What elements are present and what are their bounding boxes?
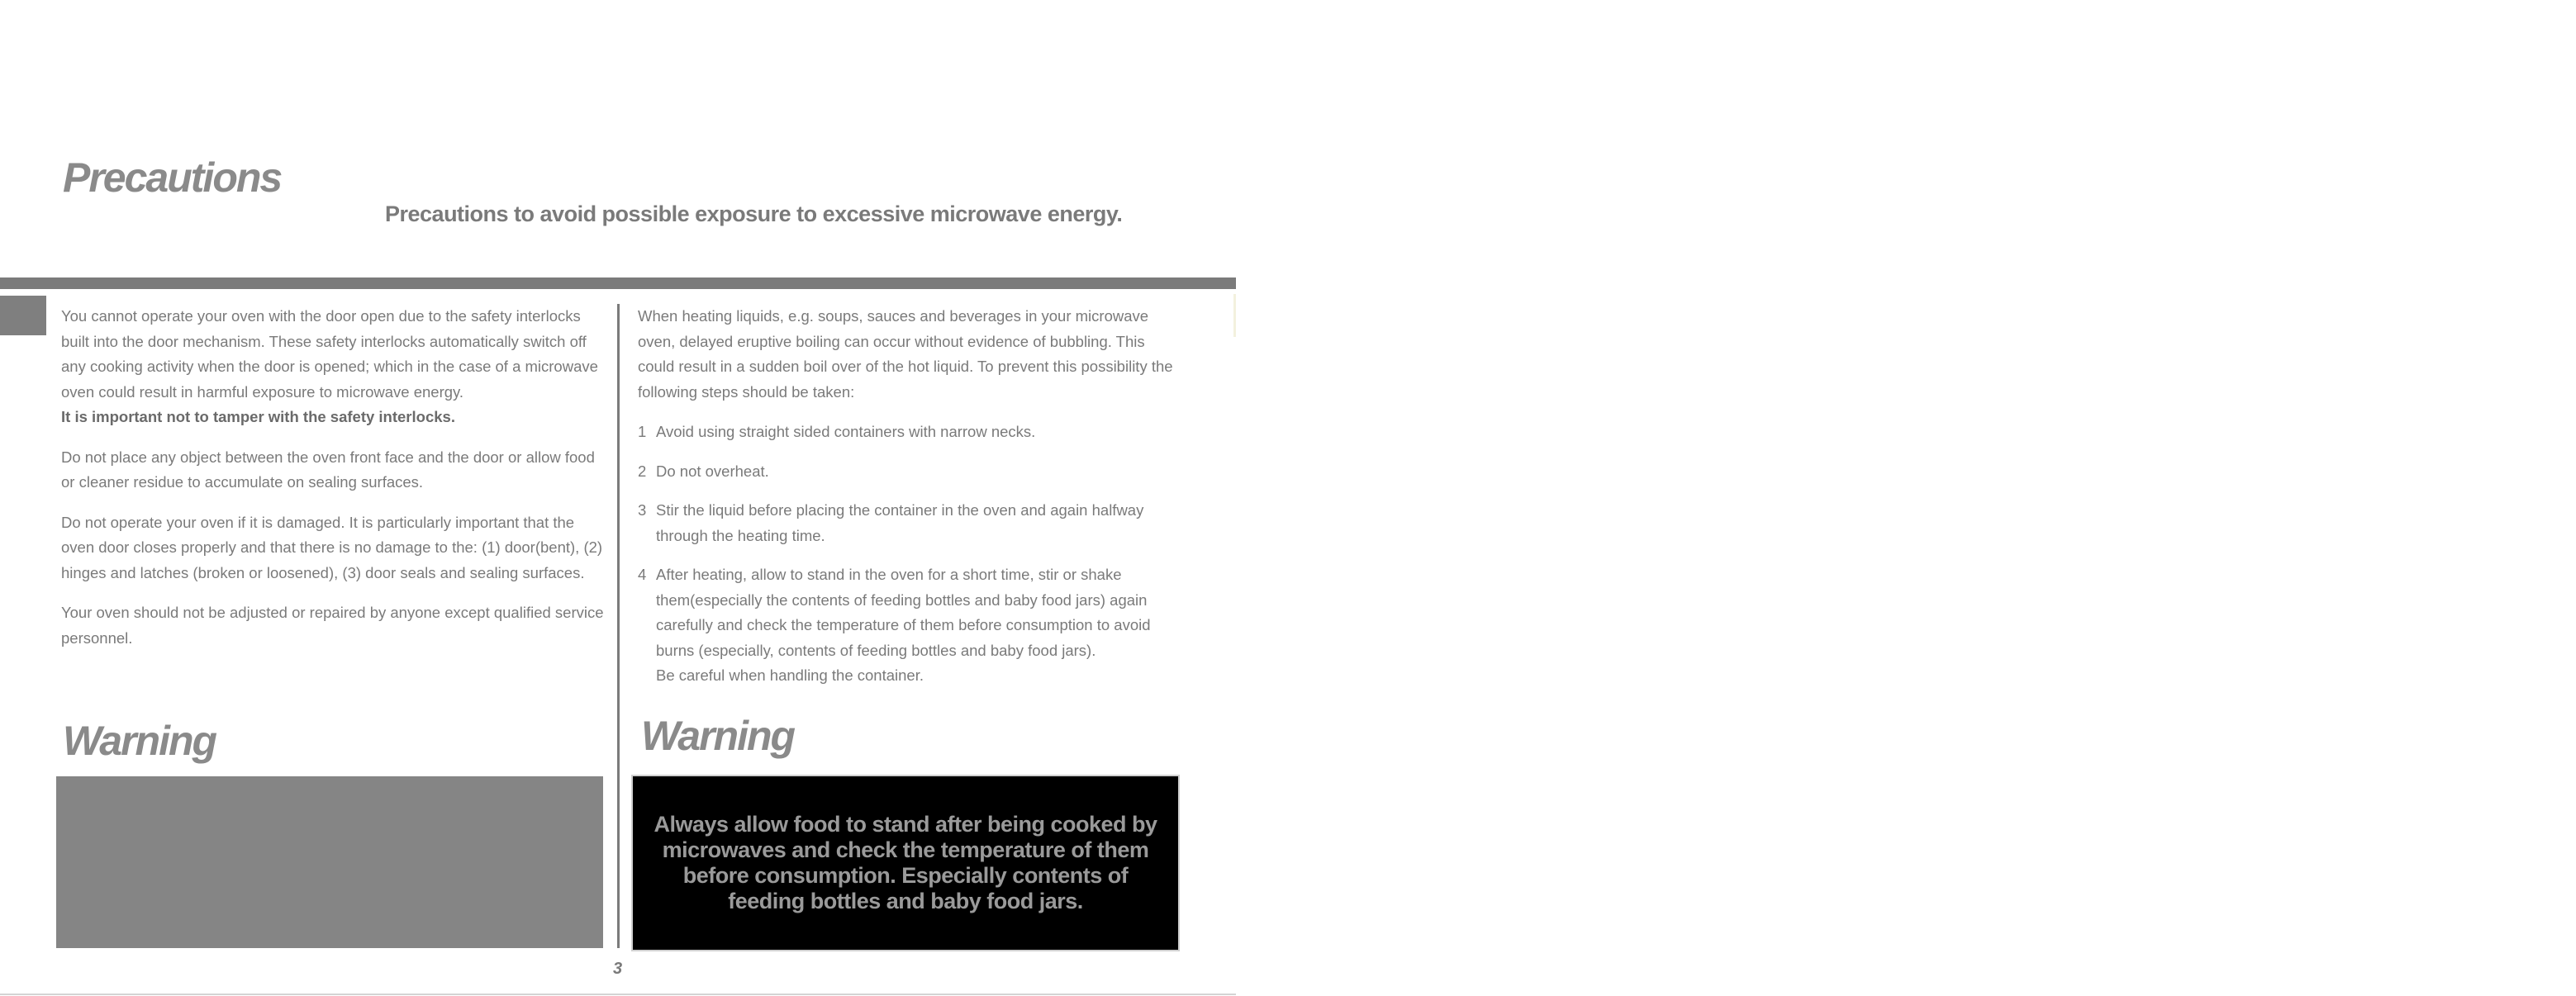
section-tab-marker <box>0 296 46 335</box>
left-warning-box <box>56 776 603 948</box>
damage-paragraph: Do not operate your oven if it is damaged. It is particularly important that the oven door closes properly and that there is no damage to the: (1) door(bent), (2) hinges and latches (broken or loosened), (3) door seals and sealing surfaces. <box>61 513 603 581</box>
step-number: 1 <box>638 423 647 440</box>
page-edge-marker <box>1233 294 1236 337</box>
warning-text: Always allow food to stand after being cooked by microwaves and check the temperature of them before consumption. Especially contents of feeding bottles and baby food jars. <box>654 812 1157 913</box>
page-subtitle: Precautions to avoid possible exposure to excessive microwave energy. <box>385 202 1123 226</box>
left-warning-heading: Warning <box>63 718 216 764</box>
list-item <box>638 498 1183 548</box>
step-number: 3 <box>638 501 647 519</box>
header-divider-bar <box>0 277 1236 289</box>
list-item <box>638 562 1183 689</box>
step-text <box>656 562 1183 689</box>
manual-page <box>0 0 1236 996</box>
right-warning-heading: Warning <box>641 713 795 759</box>
step-text-extra: Be careful when handling the container. <box>656 666 924 684</box>
list-item <box>638 459 1183 485</box>
service-paragraph: Your oven should not be adjusted or repaired by anyone except qualified service personnel. <box>61 604 604 647</box>
step-text: Stir the liquid before placing the container in the oven and again halfway through the heating time. <box>656 501 1144 544</box>
interlock-warning-bold: It is important not to tamper with the safety interlocks. <box>61 408 455 425</box>
step-text: Avoid using straight sided containers with narrow necks. <box>656 423 1036 440</box>
page-bottom-edge <box>0 994 1236 995</box>
precaution-steps-list <box>638 420 1183 689</box>
page-title: Precautions <box>63 154 282 201</box>
list-item <box>638 420 1183 445</box>
step-number: 4 <box>638 566 647 583</box>
interlock-paragraph: You cannot operate your oven with the door open due to the safety interlocks built into the door mechanism. These safety interlocks automatically switch off any cooking activity when the door is opened; which in the case of a microwave oven could result in harmful exposure to microwave energy. <box>61 307 598 401</box>
page-number: 3 <box>613 960 623 978</box>
step-text: Do not overheat. <box>656 462 769 480</box>
liquids-intro-paragraph: When heating liquids, e.g. soups, sauces and beverages in your microwave oven, delayed eruptive boiling can occur without evidence of bubbling. This could result in a sudden boil over of the hot liquid. To prevent this possibility the following steps should be taken: <box>638 307 1173 401</box>
step-number: 2 <box>638 462 647 480</box>
step-text-main: After heating, allow to stand in the oven for a short time, stir or shake them(especially the contents of feeding bottles and baby food jars) again carefully and check the temperature of them before consumption to avoid burns (especially, contents of feeding bottles and baby food jars). <box>656 566 1151 659</box>
left-column <box>61 304 606 666</box>
column-divider <box>617 304 620 948</box>
right-column <box>638 304 1183 703</box>
right-warning-box <box>633 776 1178 950</box>
sealing-paragraph: Do not place any object between the oven front face and the door or allow food or cleaner residue to accumulate on sealing surfaces. <box>61 448 595 491</box>
